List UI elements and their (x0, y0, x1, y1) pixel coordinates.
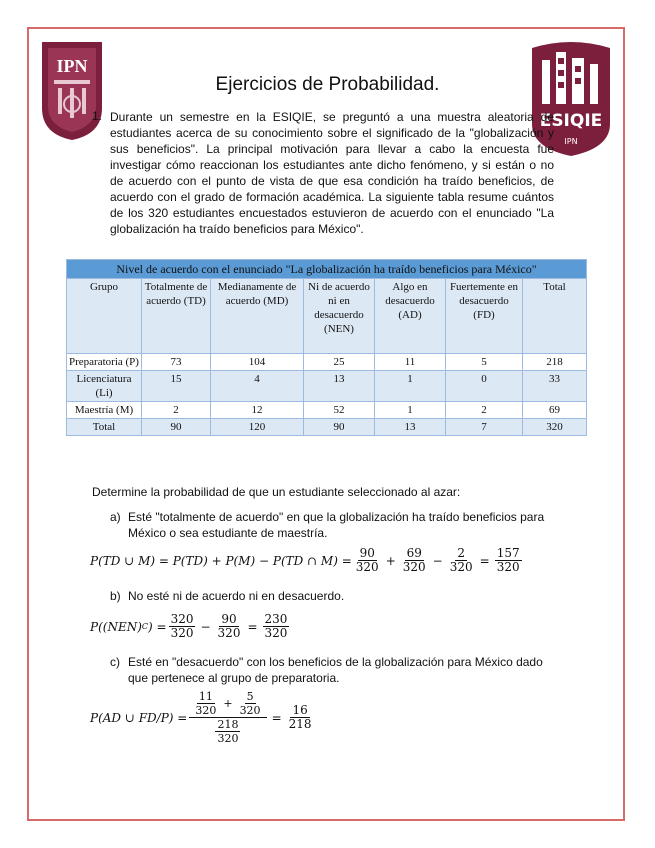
part-c-label: c) (110, 655, 120, 669)
table-cell: Licenciatura (Li) (67, 371, 142, 402)
fraction: $\frac{16}{218}$ (288, 703, 312, 731)
table-cell: 1 (375, 371, 446, 402)
table-cell: 73 (142, 354, 211, 371)
column-header: Algo en desacuerdo (AD) (375, 279, 446, 354)
table-header: Nivel de acuerdo con el enunciado "La globalización ha traído beneficios para México" (67, 260, 587, 279)
table-row (67, 371, 587, 402)
table-row (67, 354, 587, 371)
table-cell: 11 (375, 354, 446, 371)
table-row (67, 419, 587, 436)
table-cell: 7 (446, 419, 523, 436)
table-cell: 90 (304, 419, 375, 436)
compound-fraction: $\frac{11}{320}$ + $\frac{5}{320}$ $\frac{218}{320}$ (189, 690, 266, 745)
formula-a: P(TD ∪ M) = P(TD) + P(M) − P(TD ∩ M) = $\frac{90}{320}$ + $\frac{69}{320}$ − $\frac{2}{320}$ = $\frac{157}{320}$ (90, 546, 520, 574)
table-cell: 13 (304, 371, 375, 402)
part-a-label: a) (110, 510, 121, 524)
fraction: $\frac{320}{320}$ (170, 612, 194, 640)
fraction: $\frac{230}{320}$ (264, 612, 288, 640)
table-cell: 0 (446, 371, 523, 402)
table-cell: 1 (375, 402, 446, 419)
column-header: Medianamente de acuerdo (MD) (211, 279, 304, 354)
table-cell: 33 (523, 371, 587, 402)
column-header: Fuertemente en desacuerdo (FD) (446, 279, 523, 354)
table-cell: Preparatoria (P) (67, 354, 142, 371)
formula-b: P((NEN) C ) = $\frac{320}{320}$ − $\frac{90}{320}$ = $\frac{230}{320}$ (90, 612, 288, 640)
table-cell: 4 (211, 371, 304, 402)
part-b-text: No esté ni de acuerdo ni en desacuerdo. (128, 589, 345, 603)
table-cell: 2 (142, 402, 211, 419)
table-cell: 2 (446, 402, 523, 419)
table-cell: 90 (142, 419, 211, 436)
page-title: Ejercicios de Probabilidad. (215, 74, 440, 95)
column-header: Total (523, 279, 587, 354)
fraction: $\frac{2}{320}$ (449, 546, 473, 574)
column-header: Ni de acuerdo ni en desacuerdo (NEN) (304, 279, 375, 354)
esiqie-logo-sub: IPN (564, 137, 578, 146)
table-cell: 5 (446, 354, 523, 371)
esiqie-logo-text: ESIQIE (539, 111, 603, 131)
table-cell: 15 (142, 371, 211, 402)
fraction: $\frac{90}{320}$ (217, 612, 241, 640)
prompt-text: Determine la probabilidad de que un estudiante seleccionado al azar: (92, 485, 461, 499)
column-header: Totalmente de acuerdo (TD) (142, 279, 211, 354)
ipn-logo-text: IPN (56, 56, 88, 76)
table-cell: 120 (211, 419, 304, 436)
survey-table (66, 259, 587, 436)
question-number: 1. (92, 109, 103, 123)
table-cell: 12 (211, 402, 304, 419)
table-cell: 52 (304, 402, 375, 419)
part-a-text: Esté "totalmente de acuerdo" en que la globalización ha traído beneficios para México o sea estudiante de maestría. (128, 510, 545, 540)
table-cell: 218 (523, 354, 587, 371)
fraction: $\frac{157}{320}$ (496, 546, 520, 574)
formula-c: P(AD ∪ FD/P) = $\frac{11}{320}$ + $\frac{5}{320}$ $\frac{218}{320}$ = $\frac{16}{218}$ (90, 690, 312, 745)
table-cell: 25 (304, 354, 375, 371)
fraction: $\frac{69}{320}$ (402, 546, 426, 574)
formula-a-lhs: P(TD ∪ M) = P(TD) + P(M) − P(TD ∩ M) = (90, 553, 352, 568)
table-cell: 13 (375, 419, 446, 436)
table-cell: 104 (211, 354, 304, 371)
table-cell: Total (67, 419, 142, 436)
part-b-label: b) (110, 589, 121, 603)
table-row (67, 402, 587, 419)
column-header: Grupo (67, 279, 142, 354)
question-text: Durante un semestre en la ESIQIE, se preguntó a una muestra aleatoria de estudiantes acerca de su conocimiento sobre el significado de la "globalización y sus beneficios". La principal motivación para llevar a cabo la encuesta fue investigar cómo reaccionan los estudiantes ante dicho fenómeno, y si están o no de acuerdo con el punto de vista de que esa condición ha traído beneficios, de acuerdo con el grado de formación académica. La siguiente tabla resume cuántos de los 320 estudiantes encuestados estuvieron de acuerdo con el enunciado "La globalización ha traído beneficios para México". (110, 110, 554, 236)
part-c-text: Esté en "desacuerdo" con los beneficios de la globalización para México dado que pertenece al grupo de preparatoria. (128, 655, 543, 685)
table-cell: 320 (523, 419, 587, 436)
fraction: $\frac{90}{320}$ (355, 546, 379, 574)
table-cell: Maestría (M) (67, 402, 142, 419)
table-cell: 69 (523, 402, 587, 419)
